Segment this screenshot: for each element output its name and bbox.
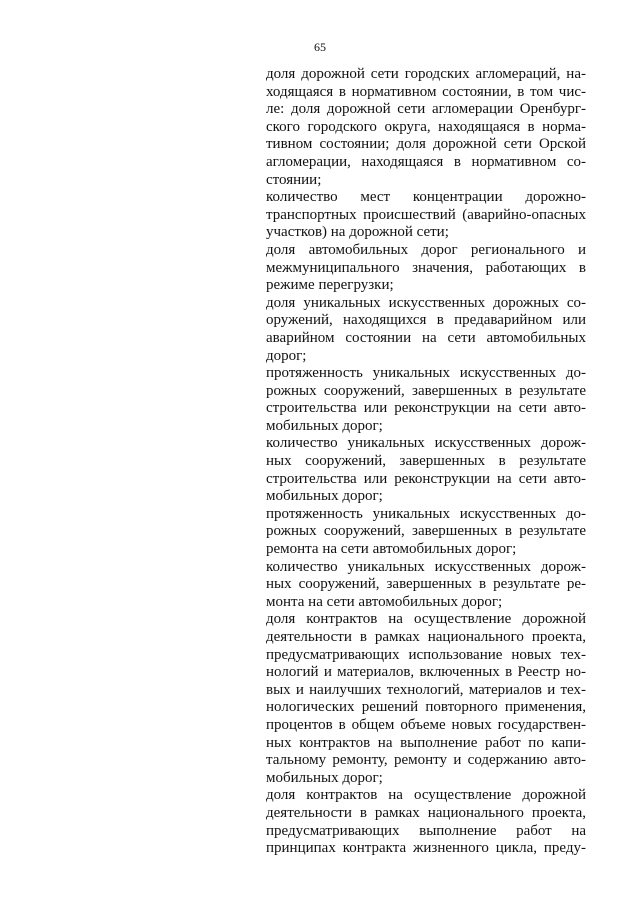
text-line: предусматривающих выполнение работ на [266,822,586,839]
text-line: агломерации, находящаяся в нормативном со- [266,153,586,170]
text-line: количество уникальных искусственных дорож- [266,435,586,452]
text-line: оружений, находящихся в предаварийном или [266,312,586,329]
text-line: межмуниципального значения, работающих в [266,259,586,276]
text-line: протяженность уникальных искусственных до- [266,505,586,522]
text-line: предусматривающих использование новых тех- [266,646,586,663]
text-line: ле: доля дорожной сети агломерации Оренбург- [266,101,586,118]
text-line: процентов в общем объеме новых государствен- [266,716,586,733]
text-line: участков) на дорожной сети; [266,224,449,241]
text-line: мобильных дорог; [266,488,383,505]
text-line: количество уникальных искусственных дорож- [266,558,586,575]
text-line: строительства или реконструкции на сети авто- [266,470,586,487]
text-line: мобильных дорог; [266,769,383,786]
text-line: тальному ремонту, ремонту и содержанию авто- [266,752,586,769]
body-text [266,66,586,858]
text-line: мобильных дорог; [266,417,383,434]
text-line: ремонта на сети автомобильных дорог; [266,541,517,558]
text-line: доля контрактов на осуществление дорожной [266,611,586,628]
page-number: 65 [314,40,326,54]
text-line: рожных сооружений, завершенных в результате [266,523,586,540]
text-line: строительства или реконструкции на сети авто- [266,400,586,417]
text-line: принципах контракта жизненного цикла, преду- [266,840,586,857]
text-line: рожных сооружений, завершенных в результате [266,382,586,399]
text-line: тивном состоянии; доля дорожной сети Орской [266,136,586,153]
text-line: протяженность уникальных искусственных до- [266,365,586,382]
text-line: деятельности в рамках национального проекта, [266,629,586,645]
text-line: доля уникальных искусственных дорожных со- [266,294,586,311]
text-line: аварийном состоянии на сети автомобильных [266,329,586,346]
text-line: стоянии; [266,171,322,188]
text-line: ского городского округа, находящаяся в норма- [266,118,586,135]
text-line: ных сооружений, завершенных в результате [266,453,586,470]
text-line: количество мест концентрации дорожно- [266,189,586,206]
text-line: ных сооружений, завершенных в результате ре- [266,576,586,593]
text-line: вых и наилучших технологий, материалов и тех- [266,681,586,698]
text-line: монта на сети автомобильных дорог; [266,593,503,610]
text-line: доля дорожной сети городских агломераций, на- [266,66,586,82]
text-line: ходящаяся в нормативном состоянии, в том чис- [266,83,586,100]
text-line: доля автомобильных дорог регионального и [266,241,586,258]
text-line: ных контрактов на выполнение работ по капи- [266,734,586,751]
text-line: нологий и материалов, включенных в Реестр но- [266,664,586,681]
text-line: доля контрактов на осуществление дорожной [266,787,586,804]
text-line: деятельности в рамках национального проекта, [266,804,586,821]
text-line: транспортных происшествий (аварийно-опасных [266,206,586,223]
text-line: режиме перегрузки; [266,277,394,294]
text-line: нологических решений повторного применения, [266,699,586,716]
text-line: дорог; [266,347,307,364]
